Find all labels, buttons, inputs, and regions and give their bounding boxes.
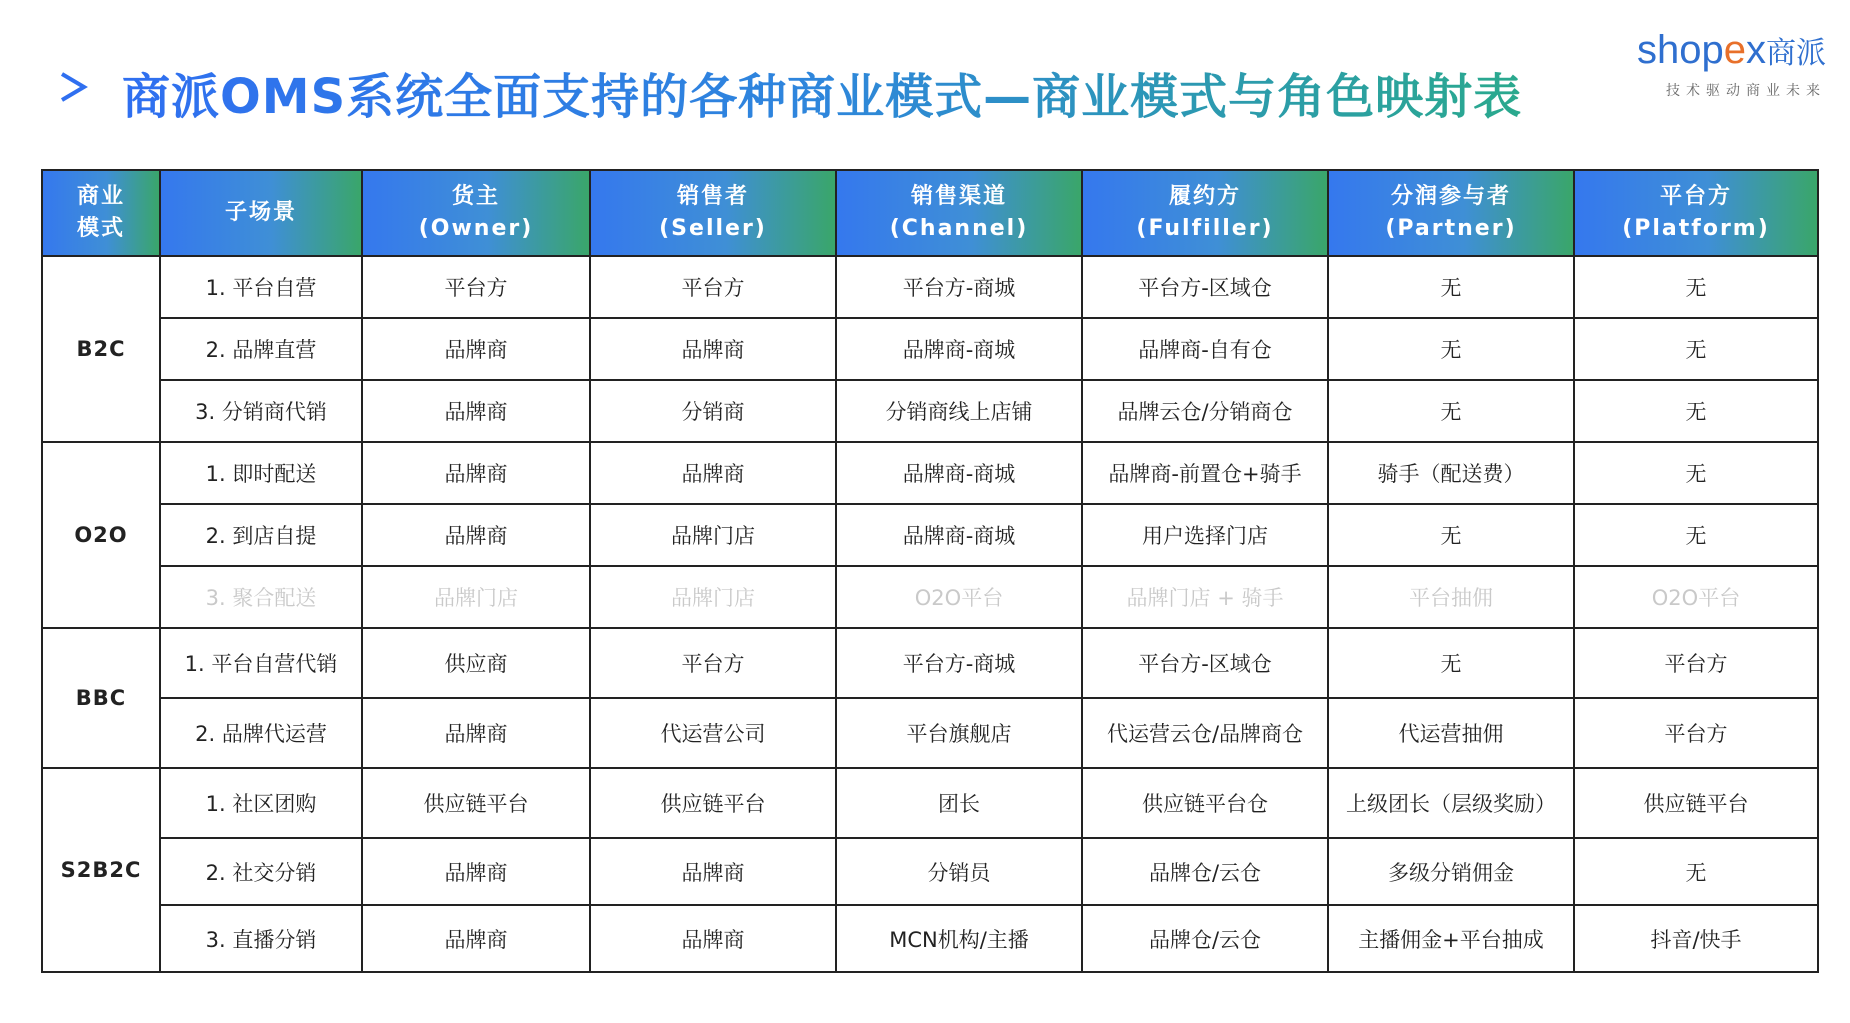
- header-seller: 销售者 (Seller): [590, 170, 836, 256]
- owner-cell: 品牌商: [362, 698, 590, 768]
- partner-cell: 上级团长（层级奖励）: [1328, 768, 1574, 838]
- table-row: [42, 905, 1818, 972]
- owner-cell: 品牌门店: [362, 566, 590, 628]
- platform-cell: 平台方: [1574, 698, 1818, 768]
- table-row: [42, 504, 1818, 566]
- table-row: [42, 628, 1818, 698]
- seller-cell: 品牌商: [590, 442, 836, 504]
- channel-cell: 平台方-商城: [836, 256, 1082, 318]
- owner-cell: 品牌商: [362, 442, 590, 504]
- header-platform: 平台方 (Platform): [1574, 170, 1818, 256]
- partner-cell: 无: [1328, 380, 1574, 442]
- seller-cell: 品牌门店: [590, 566, 836, 628]
- channel-cell: 品牌商-商城: [836, 504, 1082, 566]
- partner-cell: 无: [1328, 504, 1574, 566]
- platform-cell: 平台方: [1574, 628, 1818, 698]
- channel-cell: 平台旗舰店: [836, 698, 1082, 768]
- platform-cell: 无: [1574, 442, 1818, 504]
- channel-cell: 品牌商-商城: [836, 318, 1082, 380]
- header-model: 商业 模式: [42, 170, 160, 256]
- model-cell: S2B2C: [42, 768, 160, 972]
- channel-cell: 品牌商-商城: [836, 442, 1082, 504]
- fulfiller-cell: 品牌仓/云仓: [1082, 905, 1328, 972]
- header-channel: 销售渠道 (Channel): [836, 170, 1082, 256]
- business-model-role-table: [41, 169, 1819, 973]
- partner-cell: 多级分销佣金: [1328, 838, 1574, 905]
- platform-cell: 供应链平台: [1574, 768, 1818, 838]
- partner-cell: 无: [1328, 256, 1574, 318]
- partner-cell: 骑手（配送费）: [1328, 442, 1574, 504]
- scene-cell: 2. 品牌直营: [160, 318, 362, 380]
- partner-cell: 无: [1328, 318, 1574, 380]
- seller-cell: 品牌门店: [590, 504, 836, 566]
- channel-cell: MCN机构/主播: [836, 905, 1082, 972]
- scene-cell: 1. 社区团购: [160, 768, 362, 838]
- table-row: [42, 318, 1818, 380]
- scene-cell: 3. 聚合配送: [160, 566, 362, 628]
- scene-cell: 3. 分销商代销: [160, 380, 362, 442]
- seller-cell: 品牌商: [590, 318, 836, 380]
- partner-cell: 代运营抽佣: [1328, 698, 1574, 768]
- header-partner: 分润参与者 (Partner): [1328, 170, 1574, 256]
- seller-cell: 品牌商: [590, 838, 836, 905]
- seller-cell: 品牌商: [590, 905, 836, 972]
- fulfiller-cell: 品牌云仓/分销商仓: [1082, 380, 1328, 442]
- owner-cell: 品牌商: [362, 504, 590, 566]
- header-row: [42, 170, 1818, 256]
- header-fulfiller: 履约方 (Fulfiller): [1082, 170, 1328, 256]
- fulfiller-cell: 平台方-区域仓: [1082, 628, 1328, 698]
- shopex-logo: [1637, 28, 1826, 100]
- fulfiller-cell: 用户选择门店: [1082, 504, 1328, 566]
- owner-cell: 品牌商: [362, 318, 590, 380]
- fulfiller-cell: 品牌商-前置仓+骑手: [1082, 442, 1328, 504]
- scene-cell: 3. 直播分销: [160, 905, 362, 972]
- fulfiller-cell: 品牌商-自有仓: [1082, 318, 1328, 380]
- owner-cell: 供应链平台: [362, 768, 590, 838]
- logo-wordmark: shopex商派: [1637, 28, 1826, 72]
- platform-cell: 无: [1574, 838, 1818, 905]
- scene-cell: 1. 平台自营: [160, 256, 362, 318]
- seller-cell: 分销商: [590, 380, 836, 442]
- platform-cell: 无: [1574, 318, 1818, 380]
- arrow-bullet-icon: [56, 70, 90, 104]
- platform-cell: 无: [1574, 504, 1818, 566]
- table-row: [42, 768, 1818, 838]
- owner-cell: 品牌商: [362, 380, 590, 442]
- seller-cell: 平台方: [590, 256, 836, 318]
- partner-cell: 无: [1328, 628, 1574, 698]
- scene-cell: 2. 品牌代运营: [160, 698, 362, 768]
- scene-cell: 2. 社交分销: [160, 838, 362, 905]
- owner-cell: 品牌商: [362, 838, 590, 905]
- header-owner: 货主 (Owner): [362, 170, 590, 256]
- channel-cell: 分销员: [836, 838, 1082, 905]
- scene-cell: 1. 平台自营代销: [160, 628, 362, 698]
- table-row: [42, 380, 1818, 442]
- owner-cell: 品牌商: [362, 905, 590, 972]
- partner-cell: 平台抽佣: [1328, 566, 1574, 628]
- fulfiller-cell: 品牌门店 + 骑手: [1082, 566, 1328, 628]
- scene-cell: 2. 到店自提: [160, 504, 362, 566]
- scene-cell: 1. 即时配送: [160, 442, 362, 504]
- platform-cell: 无: [1574, 380, 1818, 442]
- fulfiller-cell: 品牌仓/云仓: [1082, 838, 1328, 905]
- channel-cell: 平台方-商城: [836, 628, 1082, 698]
- table-row: [42, 838, 1818, 905]
- header-scene: 子场景: [160, 170, 362, 256]
- seller-cell: 代运营公司: [590, 698, 836, 768]
- fulfiller-cell: 供应链平台仓: [1082, 768, 1328, 838]
- platform-cell: 无: [1574, 256, 1818, 318]
- model-cell: B2C: [42, 256, 160, 442]
- channel-cell: 分销商线上店铺: [836, 380, 1082, 442]
- seller-cell: 平台方: [590, 628, 836, 698]
- seller-cell: 供应链平台: [590, 768, 836, 838]
- table-row: [42, 256, 1818, 318]
- table-row-dimmed: [42, 566, 1818, 628]
- channel-cell: 团长: [836, 768, 1082, 838]
- owner-cell: 供应商: [362, 628, 590, 698]
- fulfiller-cell: 代运营云仓/品牌商仓: [1082, 698, 1328, 768]
- owner-cell: 平台方: [362, 256, 590, 318]
- table-row: [42, 442, 1818, 504]
- model-cell: O2O: [42, 442, 160, 628]
- partner-cell: 主播佣金+平台抽成: [1328, 905, 1574, 972]
- table-row: [42, 698, 1818, 768]
- platform-cell: O2O平台: [1574, 566, 1818, 628]
- logo-slogan: 技术驱动商业未来: [1666, 83, 1826, 99]
- page-title: 商派OMS系统全面支持的各种商业模式—商业模式与角色映射表: [122, 58, 1522, 127]
- model-cell: BBC: [42, 628, 160, 768]
- platform-cell: 抖音/快手: [1574, 905, 1818, 972]
- fulfiller-cell: 平台方-区域仓: [1082, 256, 1328, 318]
- channel-cell: O2O平台: [836, 566, 1082, 628]
